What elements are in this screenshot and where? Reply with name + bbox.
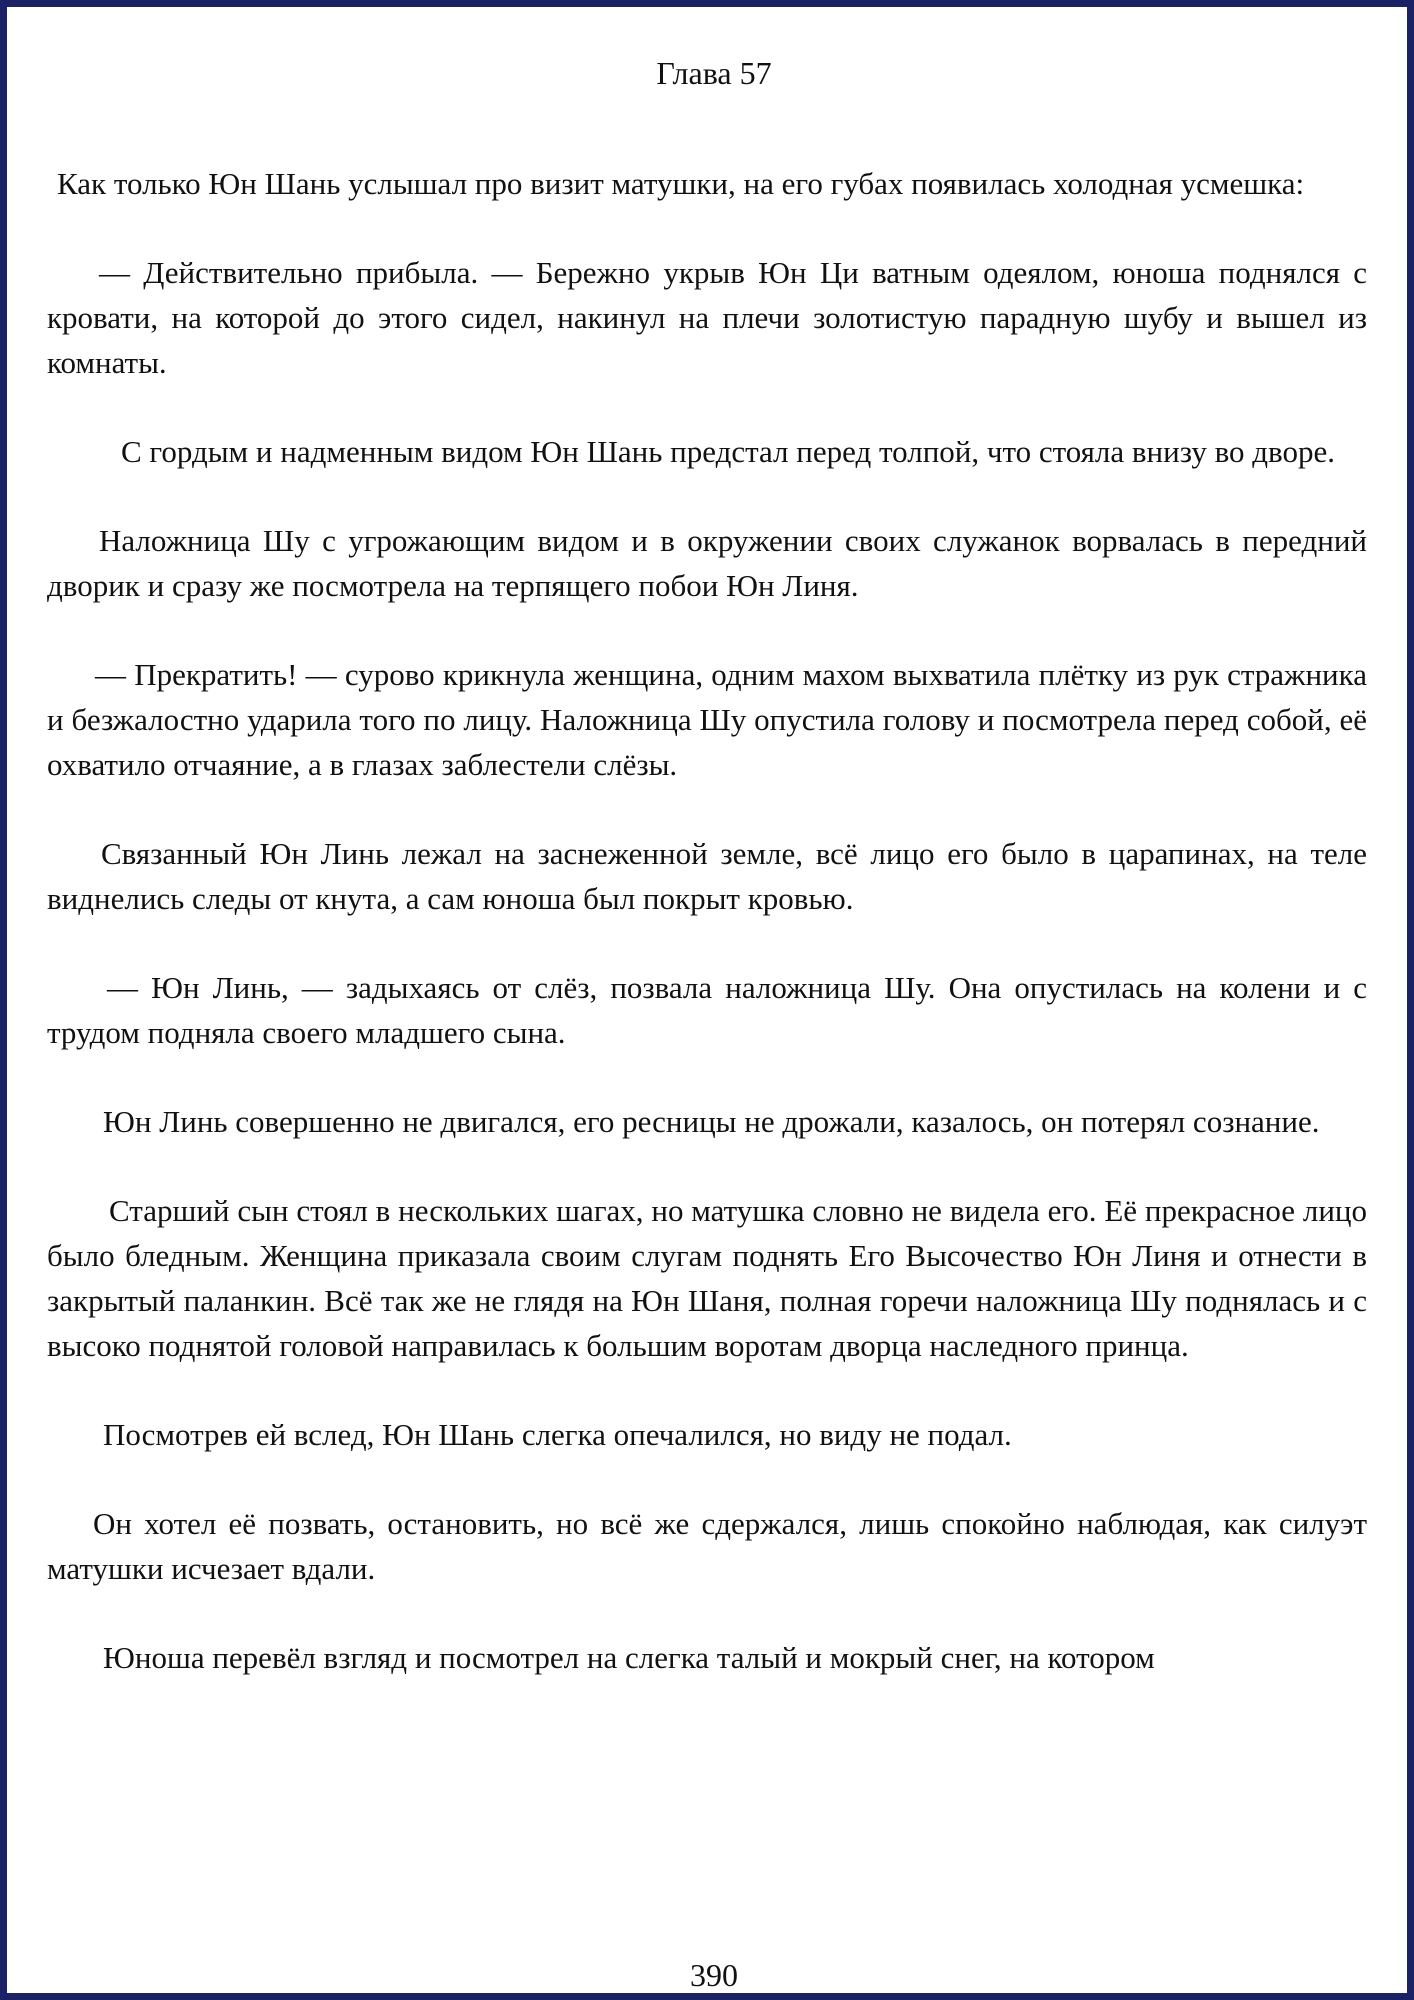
paragraph: Юноша перевёл взгляд и посмотрел на слегка талый и мокрый снег, на котором — [103, 1640, 1155, 1675]
paragraph: Наложница Шу с угрожающим видом и в окружении своих служанок ворвалась в передний дворик и сразу же посмотрела на терпящего побои Юн Линя. — [47, 523, 1367, 603]
paragraph: — Действительно прибыла. — Бережно укрыв Юн Ци ватным одеялом, юноша поднялся с кровати, на которой до этого сидел, накинул на плечи золотистую парадную шубу и вышел из комнаты. — [47, 255, 1367, 380]
paragraph: Посмотрев ей вслед, Юн Шань слегка опечалился, но виду не подал. — [103, 1417, 1012, 1452]
paragraph: — Прекратить! — сурово крикнула женщина, одним махом выхватила плётку из рук стражника и безжалостно ударила того по лицу. Наложница Шу опустила голову и посмотрела перед собой, её охватило отчаяние, а в глазах заблестели слёзы. — [47, 657, 1367, 782]
paragraph: Как только Юн Шань услышал про визит матушки, на его губах появилась холодная усмешка: — [57, 166, 1305, 201]
paragraph: Юн Линь совершенно не двигался, его ресницы не дрожали, казалось, он потерял сознание. — [103, 1104, 1320, 1139]
paragraph: С гордым и надменным видом Юн Шань предстал перед толпой, что стояла внизу во дворе. — [121, 434, 1335, 469]
chapter-title: Глава 57 — [656, 55, 772, 91]
chapter-body — [47, 161, 1367, 1724]
paragraph: — Юн Линь, — задыхаясь от слёз, позвала наложница Шу. Она опустилась на колени и с трудом подняла своего младшего сына. — [47, 970, 1367, 1050]
paragraph: Связанный Юн Линь лежал на заснеженной земле, всё лицо его было в царапинах, на теле виднелись следы от кнута, а сам юноша был покрыт кровью. — [47, 836, 1367, 916]
paragraph: Он хотел её позвать, остановить, но всё же сдержался, лишь спокойно наблюдая, как силуэт матушки исчезает вдали. — [47, 1506, 1367, 1586]
page-number: 390 — [690, 1957, 738, 1993]
paragraph: Старший сын стоял в нескольких шагах, но матушка словно не видела его. Её прекрасное лицо было бледным. Женщина приказала своим слугам поднять Его Высочество Юн Линя и отнести в закрытый паланкин. Всё так же не глядя на Юн Шаня, полная горечи наложница Шу поднялась и с высоко поднятой головой направилась к большим воротам дворца наследного принца. — [47, 1193, 1367, 1363]
